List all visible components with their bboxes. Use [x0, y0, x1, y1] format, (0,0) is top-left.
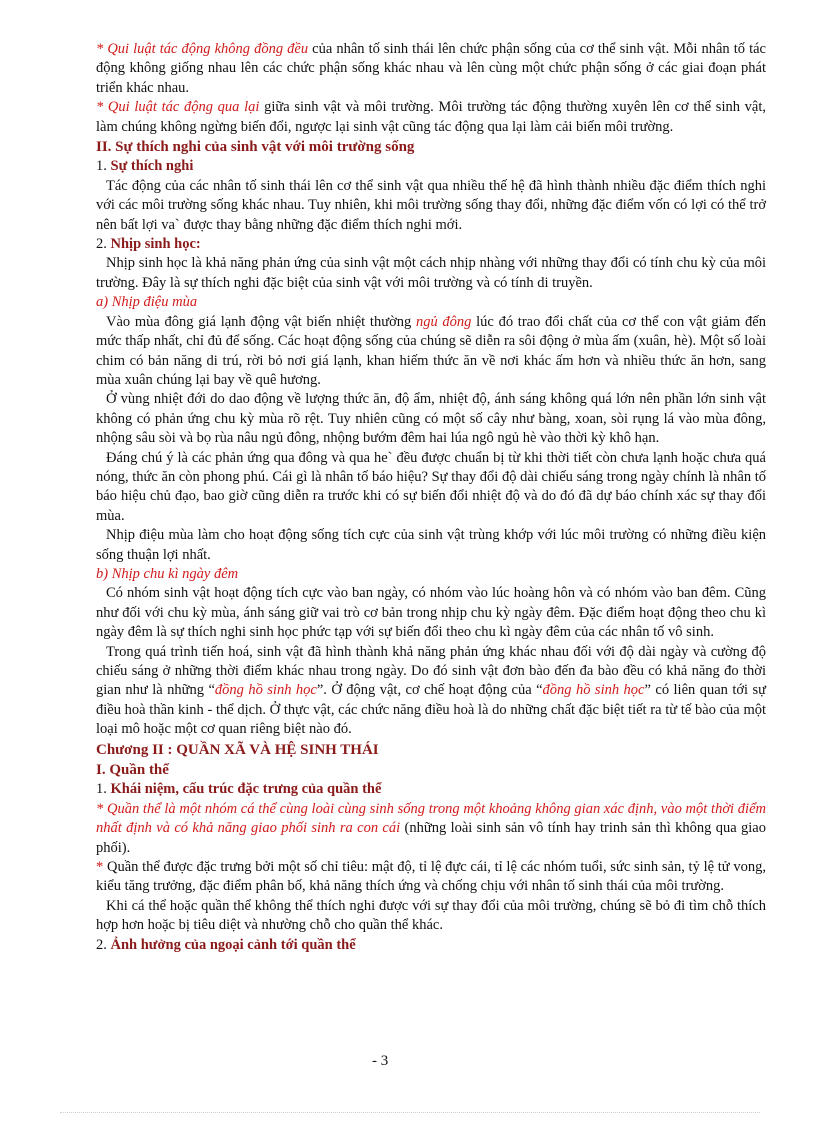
- law-uneven-title: * Qui luật tác động không đồng đều: [96, 41, 309, 57]
- heading-title: Ảnh hưởng của ngoại cảnh tới quần thể: [110, 936, 356, 953]
- paragraph-daily-activity: Có nhóm sinh vật hoạt động tích cực vào ban ngày, có nhóm vào lúc hoàng hôn và có nhóm vào ban đêm. Cũng như đối với chu kỳ mùa, ánh sáng giữ vai trò cơ bản trong nhịp chu kỳ ngày đêm. Đặc điểm hoạt động theo chu kì ngày đêm là sự thích nghi sinh học phức tạp với sự biến đổi theo chu kì ngày đêm của các nhân tố vô sinh.: [96, 585, 766, 641]
- text-segment: Vào mùa đông giá lạnh động vật biến nhiệt thường: [106, 313, 416, 330]
- footer-divider: [60, 1112, 760, 1113]
- document-body: [96, 40, 766, 955]
- term-hibernation: ngủ đông: [415, 313, 472, 330]
- heading-title: Nhịp sinh học:: [110, 236, 201, 253]
- text-segment: ”. Ở động vật, cơ chế hoạt động của “: [316, 682, 543, 699]
- heading-number: 1.: [96, 158, 111, 175]
- paragraph-law-uneven: [96, 40, 766, 98]
- text-segment: lúc đó trao đổi chất của cơ thể con vật giảm đến mức thấp nhất, chỉ đủ để sống. Các hoạt động sống của chúng sẽ diễn ra sôi động ở mùa ấm (xuân, hè). Một số loài chim có bản năng di trú, rời bỏ nơi giá lạnh, khan hiếm thức ăn về nơi khác ấm hơn và nhiều thức ăn hơn, sang mùa xuân chúng lại bay về quê hương.: [96, 313, 766, 388]
- heading-bio-rhythm: [96, 235, 766, 254]
- text-segment: Trong quá trình tiến hoá, sinh vật đã hình thành khả năng phản ứng khác nhau đối với độ dài ngày và cường độ chiếu sáng ở những thời điểm khác nhau trong ngày. Do đó sinh vật đơn bào đến đa bào đều có khả năng đo thời gian như là những “: [96, 643, 766, 699]
- heading-environment-effect: [96, 936, 766, 955]
- heading-section-II: II. Sự thích nghi của sinh vật với môi trường sống: [96, 139, 415, 156]
- law-uneven-text: của nhân tố sinh thái lên chức phận sống của cơ thể sinh vật. Mỗi nhân tố tác động không giống nhau lên các chức phận sống khác nhau và lên cùng một chức phận sống ở các giai đoạn phát triển khác nhau.: [96, 41, 766, 96]
- text-segment: Quần thể được đặc trưng bởi một số chỉ tiêu: mật độ, tỉ lệ đực cái, tỉ lệ các nhóm tuổi, sức sinh sản, tỷ lệ tử vong, kiểu tăng trưởng, đặc điểm phân bố, khả năng thích ứng và chống chịu với nhân tố sinh thái của môi trường.: [96, 859, 766, 895]
- term-biological-clock: đồng hồ sinh học: [542, 682, 645, 699]
- paragraph-law-interaction: [96, 98, 766, 137]
- heading-number: 1.: [96, 781, 111, 798]
- bullet-star: *: [96, 859, 104, 876]
- page-number: - 3: [372, 1053, 389, 1069]
- heading-population-concept: [96, 780, 766, 799]
- paragraph-seasonal-summary: Nhịp điệu mùa làm cho hoạt động sống tích cực của sinh vật trùng khớp với lúc môi trường có những điều kiện sống thuận lợi nhất.: [96, 527, 766, 563]
- text-segment: ” có liên quan tới sự điều hoà thần kinh - thể dịch. Ở thực vật, các chức năng điều hoà là do những chất đặc biệt tiết ra từ tế bào của một loại mô hoặc một cơ quan riêng biệt nào đó.: [96, 682, 767, 738]
- law-interaction-title: * Qui luật tác động qua lại: [96, 99, 260, 116]
- paragraph-tropics: Ở vùng nhiệt đới do dao động về lượng thức ăn, độ ẩm, nhiệt độ, ánh sáng không quá lớn nên phần lớn sinh vật không có phản ứng chu kỳ mùa rõ rệt. Tuy nhiên cũng có một số cây như bàng, xoan, sòi rụng lá vào mùa đông, nhộng sâu sòi và bọ rùa nâu ngủ đông, nhộng bướm đêm hai lúa ngô ngủ hè vào thời kỳ khô hạn.: [96, 391, 766, 447]
- paragraph-population-indicators: [96, 858, 766, 897]
- heading-title: Khái niệm, cấu trúc đặc trưng của quần thể: [110, 781, 382, 798]
- paragraph-population-migration: Khi cá thể hoặc quần thể không thể thích nghi được với sự thay đổi của môi trường, chúng sẽ bỏ đi tìm chỗ thích hợp hơn hoặc bị tiêu diệt và nhường chỗ cho quần thể khác.: [96, 897, 766, 934]
- paragraph-population-definition: [96, 800, 766, 858]
- heading-title: Sự thích nghi: [110, 158, 194, 175]
- term-biological-clock: đồng hồ sinh học: [214, 682, 317, 699]
- heading-adaptation: [96, 157, 766, 176]
- heading-population: I. Quần thể: [96, 762, 169, 779]
- heading-number: 2.: [96, 236, 111, 253]
- subheading-daily-rhythm: b) Nhịp chu kì ngày đêm: [96, 565, 239, 582]
- population-definition: * Quần thể là một nhóm cá thể cùng loài cùng sinh sống trong một khoảng không gian xác định, vào một thời điểm nhất định và có khả năng giao phối sinh ra con cái: [96, 800, 766, 837]
- text-segment: (những loài sinh sản vô tính hay trinh sản thì không qua giao phối).: [96, 820, 766, 856]
- paragraph-bio-rhythm: Nhịp sinh học là khả năng phản ứng của sinh vật một cách nhịp nhàng với những thay đổi có tính chu kỳ của môi trường. Đây là sự thích nghi đặc biệt của sinh vật với môi trường và có tính di truyền.: [96, 255, 766, 291]
- subheading-seasonal-rhythm: a) Nhịp điệu mùa: [96, 294, 198, 311]
- heading-chapter-II: Chương II : QUẦN XÃ VÀ HỆ SINH THÁI: [96, 741, 379, 758]
- paragraph-adaptation: Tác động của các nhân tố sinh thái lên cơ thể sinh vật qua nhiều thế hệ đã hình thành nhiều đặc điểm thích nghi với các môi trường sống khác nhau. Tuy nhiên, khi môi trường sống thay đổi, những đặc điểm vốn có lợi có thể trở nên bất lợi va` được thay bằng những đặc điểm thích nghi mới.: [96, 177, 766, 233]
- paragraph-biological-clock: [96, 643, 766, 740]
- law-interaction-text: giữa sinh vật và môi trường. Môi trường tác động thường xuyên lên cơ thể sinh vật, làm chúng không ngừng biến đổi, ngược lại sinh vật cũng tác động qua lại làm cải biến môi trường.: [96, 99, 766, 135]
- paragraph-hibernation: [96, 313, 766, 391]
- paragraph-signal-factor: Đáng chú ý là các phản ứng qua đông và qua he` đều được chuẩn bị từ khi thời tiết còn chưa lạnh hoặc chưa quá nóng, thức ăn còn phong phú. Cái gì là nhân tố báo hiệu? Sự thay đổi độ dài chiếu sáng trong ngày chính là nhân tố báo hiệu chủ đạo, bao giờ cũng diễn ra trước khi có sự biến đổi nhiệt độ và do đó đã dự báo chính xác sự thay đổi mùa.: [96, 449, 766, 524]
- heading-number: 2.: [96, 936, 111, 953]
